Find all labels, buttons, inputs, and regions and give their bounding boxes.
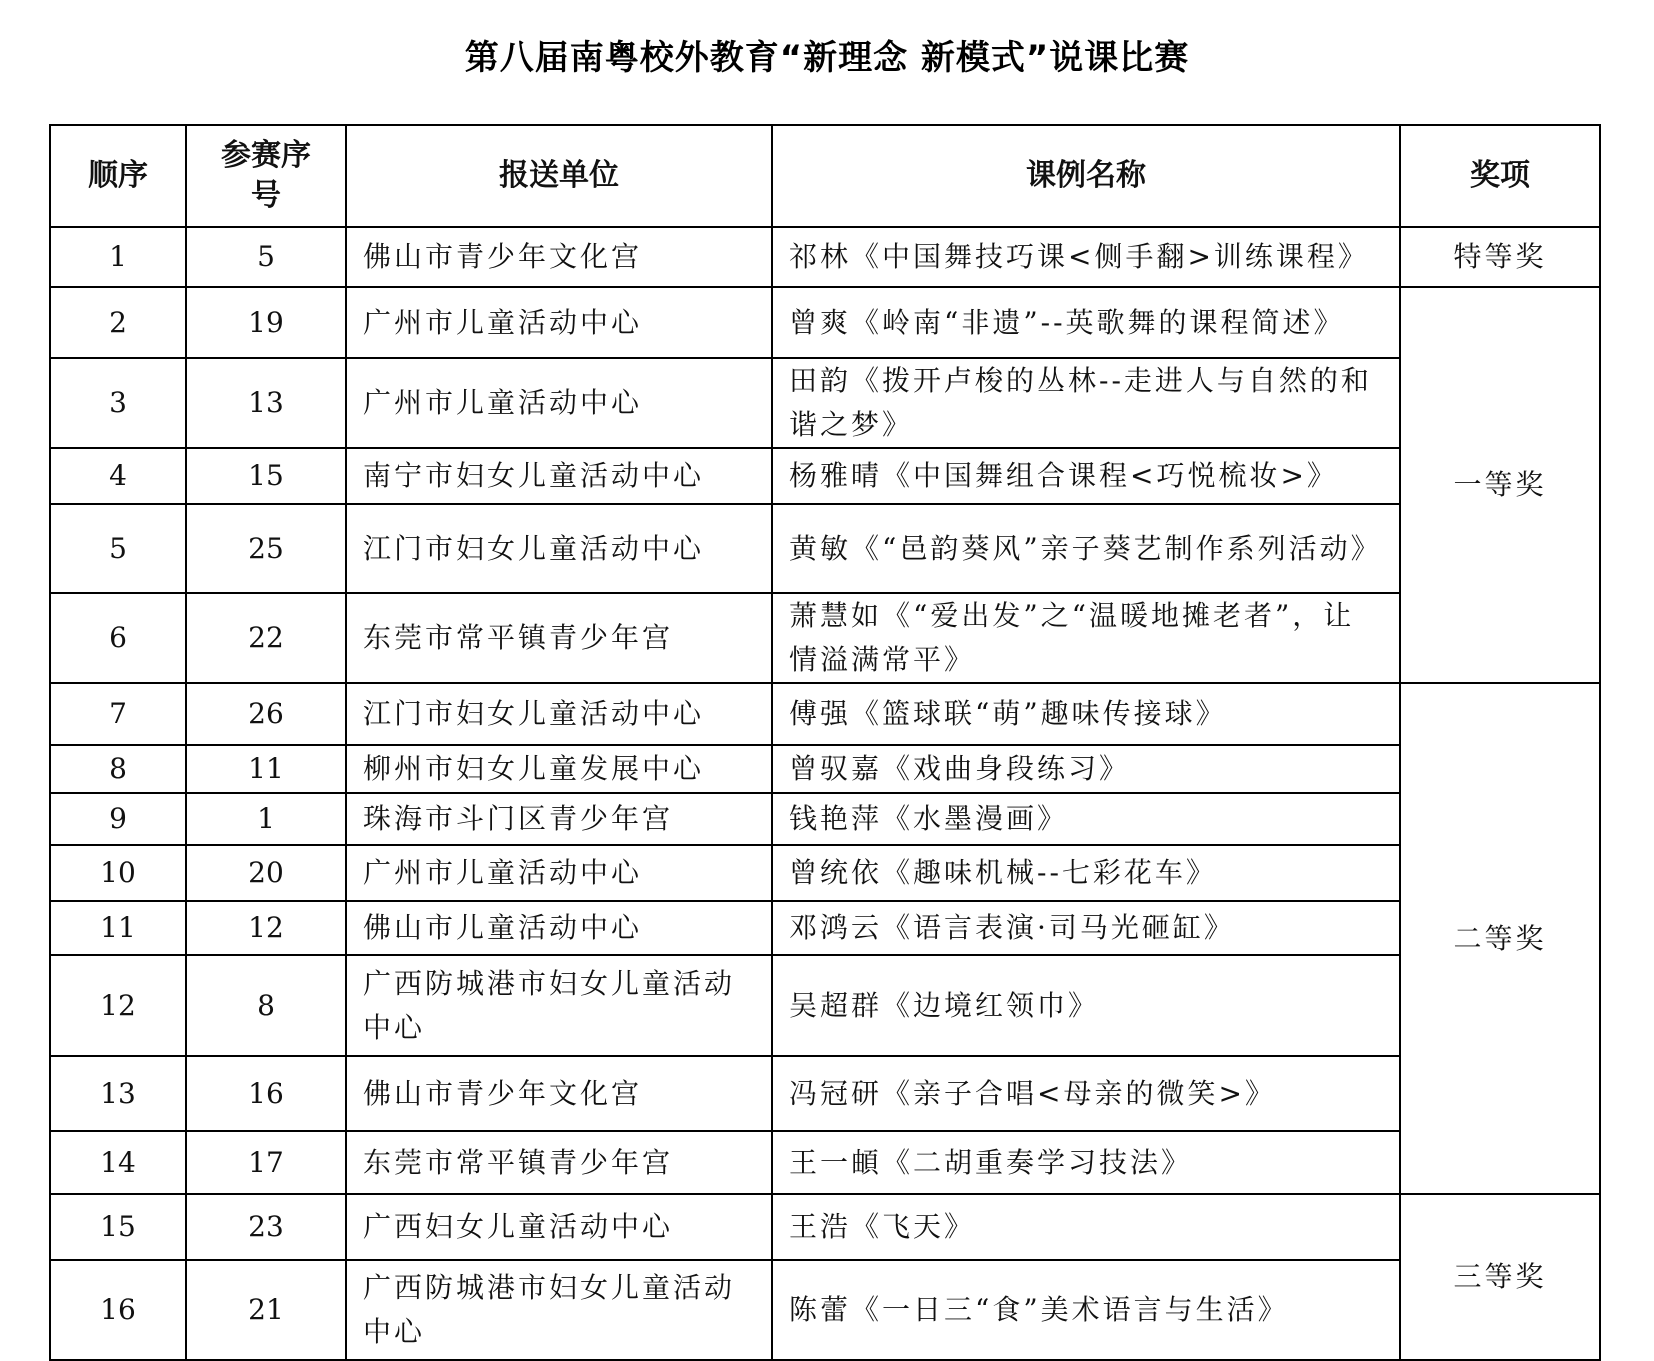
cell-course: 吴超群《边境红领巾》 (772, 955, 1400, 1056)
cell-order: 16 (50, 1260, 186, 1360)
table-row (50, 1131, 1600, 1194)
table-row (50, 1056, 1600, 1131)
cell-unit: 广西防城港市妇女儿童活动中心 (346, 955, 772, 1056)
cell-unit: 广州市儿童活动中心 (346, 845, 772, 901)
table-row (50, 287, 1600, 358)
table-row (50, 1260, 1600, 1360)
award-second: 二等奖 (1400, 683, 1600, 1194)
table-row (50, 683, 1600, 745)
cell-order: 2 (50, 287, 186, 358)
cell-order: 3 (50, 358, 186, 448)
cell-course: 祁林《中国舞技巧课<侧手翻>训练课程》 (772, 227, 1400, 287)
cell-entry-no: 12 (186, 901, 346, 955)
header-course: 课例名称 (772, 125, 1400, 227)
cell-course: 黄敏《“邑韵葵风”亲子葵艺制作系列活动》 (772, 504, 1400, 593)
table-row (50, 358, 1600, 448)
cell-entry-no: 15 (186, 448, 346, 504)
cell-unit: 佛山市青少年文化宫 (346, 1056, 772, 1131)
cell-unit: 广西防城港市妇女儿童活动中心 (346, 1260, 772, 1360)
cell-unit: 东莞市常平镇青少年宫 (346, 1131, 772, 1194)
header-award: 奖项 (1400, 125, 1600, 227)
header-unit: 报送单位 (346, 125, 772, 227)
table-row (50, 1194, 1600, 1260)
cell-unit: 广西妇女儿童活动中心 (346, 1194, 772, 1260)
cell-unit: 佛山市儿童活动中心 (346, 901, 772, 955)
table-row (50, 793, 1600, 845)
cell-course: 王一頔《二胡重奏学习技法》 (772, 1131, 1400, 1194)
award-special: 特等奖 (1400, 227, 1600, 287)
table-row (50, 955, 1600, 1056)
cell-unit: 东莞市常平镇青少年宫 (346, 593, 772, 683)
header-entry-no: 参赛序号 (186, 125, 346, 227)
cell-unit: 广州市儿童活动中心 (346, 287, 772, 358)
cell-unit: 江门市妇女儿童活动中心 (346, 683, 772, 745)
cell-order: 10 (50, 845, 186, 901)
cell-course: 曾统依《趣味机械--七彩花车》 (772, 845, 1400, 901)
header-order: 顺序 (50, 125, 186, 227)
cell-course: 傅强《篮球联“萌”趣味传接球》 (772, 683, 1400, 745)
table-row (50, 504, 1600, 593)
cell-order: 5 (50, 504, 186, 593)
table-row (50, 448, 1600, 504)
cell-order: 8 (50, 745, 186, 793)
cell-course: 王浩《飞天》 (772, 1194, 1400, 1260)
cell-order: 4 (50, 448, 186, 504)
award-third: 三等奖 (1400, 1194, 1600, 1360)
cell-entry-no: 8 (186, 955, 346, 1056)
cell-course: 曾驭嘉《戏曲身段练习》 (772, 745, 1400, 793)
table-header-row (50, 125, 1600, 227)
cell-unit: 佛山市青少年文化宫 (346, 227, 772, 287)
cell-course: 曾爽《岭南“非遗”--英歌舞的课程简述》 (772, 287, 1400, 358)
table-row (50, 745, 1600, 793)
cell-order: 13 (50, 1056, 186, 1131)
cell-entry-no: 19 (186, 287, 346, 358)
cell-unit: 江门市妇女儿童活动中心 (346, 504, 772, 593)
cell-entry-no: 21 (186, 1260, 346, 1360)
table-row (50, 901, 1600, 955)
cell-entry-no: 13 (186, 358, 346, 448)
cell-entry-no: 26 (186, 683, 346, 745)
page-title: 第八届南粤校外教育“新理念 新模式”说课比赛 (464, 38, 1190, 78)
table-row (50, 593, 1600, 683)
cell-order: 11 (50, 901, 186, 955)
cell-unit: 南宁市妇女儿童活动中心 (346, 448, 772, 504)
cell-course: 田韵《拨开卢梭的丛林--走进人与自然的和谐之梦》 (772, 358, 1400, 448)
award-first: 一等奖 (1400, 287, 1600, 683)
cell-entry-no: 16 (186, 1056, 346, 1131)
cell-entry-no: 23 (186, 1194, 346, 1260)
cell-entry-no: 22 (186, 593, 346, 683)
table-row (50, 227, 1600, 287)
cell-entry-no: 20 (186, 845, 346, 901)
cell-course: 钱艳萍《水墨漫画》 (772, 793, 1400, 845)
table-row (50, 845, 1600, 901)
cell-course: 陈蕾《一日三“食”美术语言与生活》 (772, 1260, 1400, 1360)
cell-order: 9 (50, 793, 186, 845)
cell-entry-no: 5 (186, 227, 346, 287)
cell-course: 杨雅晴《中国舞组合课程<巧悦梳妆>》 (772, 448, 1400, 504)
results-table (49, 124, 1601, 1361)
cell-order: 12 (50, 955, 186, 1056)
cell-entry-no: 1 (186, 793, 346, 845)
cell-entry-no: 11 (186, 745, 346, 793)
cell-unit: 柳州市妇女儿童发展中心 (346, 745, 772, 793)
cell-unit: 广州市儿童活动中心 (346, 358, 772, 448)
cell-unit: 珠海市斗门区青少年宫 (346, 793, 772, 845)
cell-course: 邓鸿云《语言表演·司马光砸缸》 (772, 901, 1400, 955)
cell-entry-no: 17 (186, 1131, 346, 1194)
cell-course: 冯冠研《亲子合唱<母亲的微笑>》 (772, 1056, 1400, 1131)
cell-order: 15 (50, 1194, 186, 1260)
cell-order: 1 (50, 227, 186, 287)
cell-course: 萧慧如《“爱出发”之“温暖地摊老者”，让情溢满常平》 (772, 593, 1400, 683)
cell-order: 6 (50, 593, 186, 683)
cell-entry-no: 25 (186, 504, 346, 593)
cell-order: 14 (50, 1131, 186, 1194)
cell-order: 7 (50, 683, 186, 745)
